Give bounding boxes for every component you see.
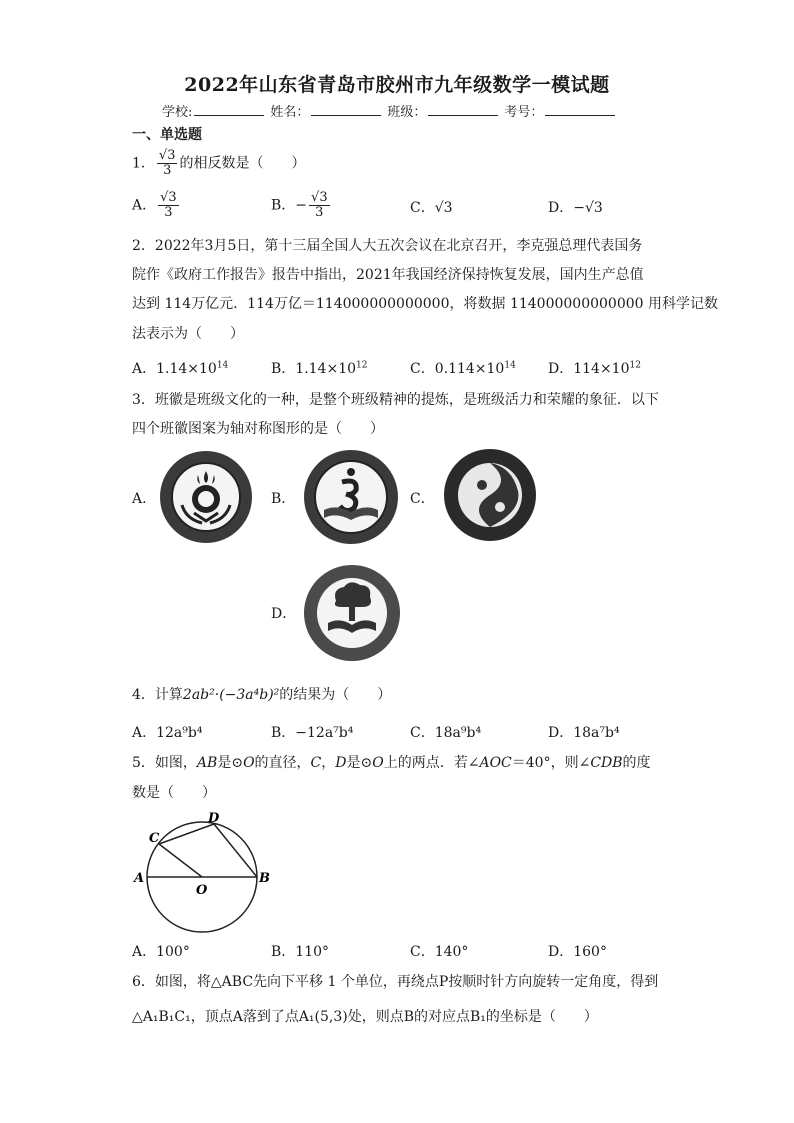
q2-line-3: 达到 114万亿元．114万亿＝114000000000000，将数据 114000000000000 用科学记数 xyxy=(132,296,719,312)
q2-line-2: 院作《政府工作报告》报告中指出，2021年我国经济保持恢复发展，国内生产总值 xyxy=(132,267,644,283)
q2-option-c[interactable]: C．$0.114\times 10^{14}$ xyxy=(410,360,516,377)
label-b: B xyxy=(259,871,270,886)
q4-option-d[interactable]: D．18a⁷b⁴ xyxy=(548,725,620,741)
q1-option-a[interactable]: A． $\frac{√3}{3}$ xyxy=(132,190,177,220)
q5-option-a[interactable]: A．100° xyxy=(132,944,190,960)
class-label: 班级： xyxy=(387,105,427,120)
q6-line-2: △A₁B₁C₁，顶点A落到了点A₁(5,3)处，则点B的对应点B₁的坐标是（ ） xyxy=(132,1009,598,1025)
student-info-row xyxy=(162,101,619,120)
q3-option-a-label[interactable]: A． xyxy=(132,491,157,507)
q2-line-1: 2．2022年3月5日，第十三届全国人大五次会议在北京召开，李克强总理代表国务 xyxy=(132,238,643,254)
class-field[interactable] xyxy=(428,101,498,116)
label-c: C xyxy=(149,831,160,846)
q1-option-d[interactable]: D．−√3 xyxy=(548,200,603,216)
badge-b-book-icon[interactable] xyxy=(302,448,400,546)
q5-line-1: 5．如图，AB是⊙O的直径，C，D是⊙O上的两点．若∠AOC＝40°，则∠CDB的度 xyxy=(132,755,651,771)
q3-option-c-label[interactable]: C． xyxy=(410,491,435,507)
circle-diagram xyxy=(132,810,272,935)
question-1: 1． $\frac{√3}{3}$ 的相反数是（ ） xyxy=(132,148,306,178)
q1-option-c[interactable]: C．√3 xyxy=(410,200,453,216)
q5-option-c[interactable]: C．140° xyxy=(410,944,469,960)
q2-option-a[interactable]: A．$1.14\times 10^{14}$ xyxy=(132,360,229,377)
q5-option-d[interactable]: D．160° xyxy=(548,944,607,960)
id-label: 考号： xyxy=(504,105,544,120)
q4-option-b[interactable]: B．−12a⁷b⁴ xyxy=(271,725,354,741)
q2-option-d[interactable]: D．$114\times 10^{12}$ xyxy=(548,360,641,377)
id-field[interactable] xyxy=(545,101,615,116)
school-label: 学校: xyxy=(162,105,193,120)
q1-option-b[interactable]: B．− $\frac{√3}{3}$ xyxy=(271,190,328,220)
question-4: 4．计算2ab²·(−3a⁴b)²的结果为（ ） xyxy=(132,687,392,703)
q3-line-2: 四个班徽图案为轴对称图形的是（ ） xyxy=(132,421,384,437)
q2-line-4: 法表示为（ ） xyxy=(132,326,244,342)
q3-line-1: 3．班徽是班级文化的一种，是整个班级精神的提炼，是班级活力和荣耀的象征．以下 xyxy=(132,392,659,408)
label-a: A xyxy=(134,871,145,886)
q3-option-b-label[interactable]: B． xyxy=(271,491,296,507)
q6-line-1: 6．如图，将△ABC先向下平移 1 个单位，再绕点P按顺时针方向旋转一定角度，得到 xyxy=(132,974,659,990)
badge-a-laurel-icon[interactable] xyxy=(158,449,254,545)
q3-option-d-label[interactable]: D． xyxy=(271,606,297,622)
school-field[interactable] xyxy=(194,101,264,116)
q5-line-2: 数是（ ） xyxy=(132,785,216,801)
label-d: D xyxy=(208,811,220,826)
q4-option-a[interactable]: A．12a⁹b⁴ xyxy=(132,725,203,741)
q2-option-b[interactable]: B．$1.14\times 10^{12}$ xyxy=(271,360,368,377)
q4-expression: 2ab²·(−3a⁴b)² xyxy=(182,687,280,703)
q5-option-b[interactable]: B．110° xyxy=(271,944,330,960)
label-o: O xyxy=(196,883,208,898)
page-title: 2022年山东省青岛市胶州市九年级数学一模试题 xyxy=(184,74,610,96)
name-field[interactable] xyxy=(311,101,381,116)
fraction: $\frac{√3}{3}$ xyxy=(158,148,176,178)
q4-option-c[interactable]: C．18a⁹b⁴ xyxy=(410,725,482,741)
section-heading: 一、单选题 xyxy=(132,127,202,143)
name-label: 姓名： xyxy=(270,105,310,120)
badge-d-tree-book-icon[interactable] xyxy=(302,563,402,663)
badge-c-swirl-icon[interactable] xyxy=(442,447,538,543)
